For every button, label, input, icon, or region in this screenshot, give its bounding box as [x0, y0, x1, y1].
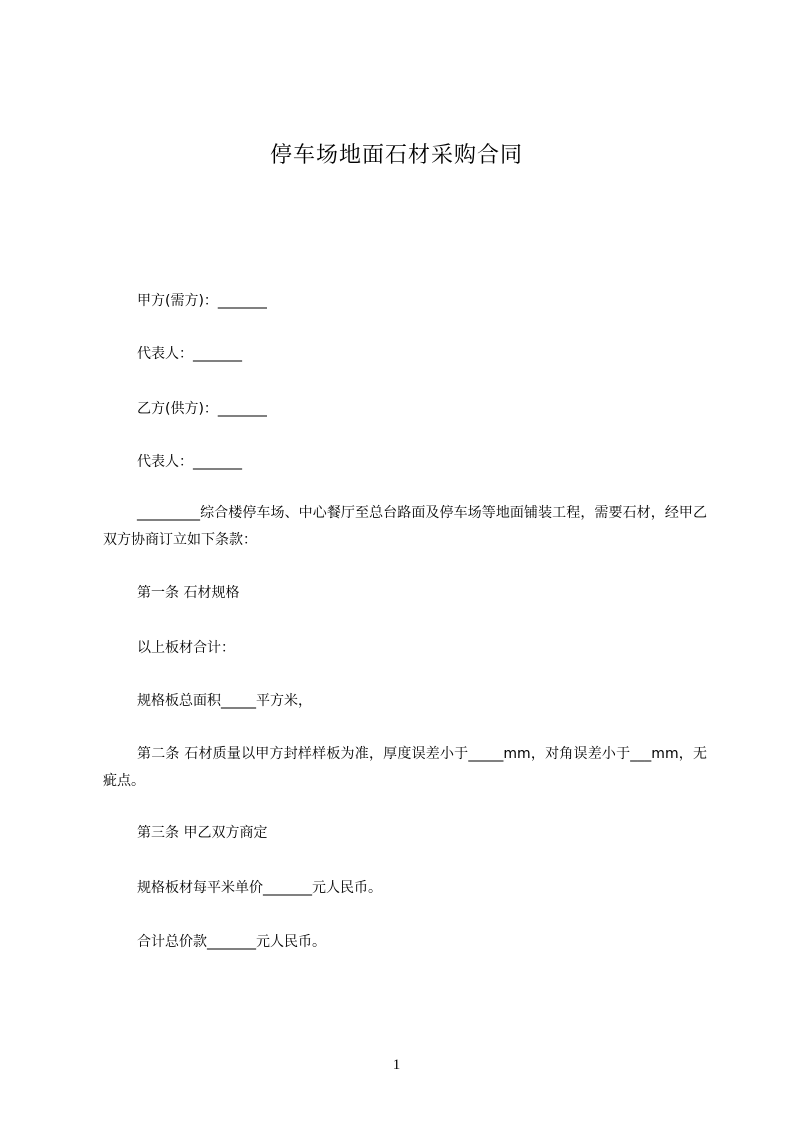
boards-total-line: 以上板材合计：	[137, 640, 235, 656]
article-2-paragraph: 第二条 石材质量以甲方封样样板为准，厚度误差小于_____mm，对角误差小于___mm，无疵点。	[103, 746, 707, 789]
unit-price-line: 规格板材每平米单价_______元人民币。	[137, 880, 382, 896]
party-b-representative-line: 代表人：_______	[137, 454, 242, 470]
article-3-heading: 第三条 甲乙双方商定	[137, 825, 268, 841]
page-number: 1	[392, 1057, 401, 1073]
party-a-line: 甲方(需方)：_______	[137, 293, 267, 309]
party-b-line: 乙方(供方)：_______	[137, 401, 267, 417]
party-a-representative-line: 代表人：_______	[137, 346, 242, 362]
article-1-heading: 第一条 石材规格	[137, 585, 240, 601]
total-area-line: 规格板总面积_____平方米，	[137, 693, 312, 709]
document-title: 停车场地面石材采购合同	[269, 143, 523, 168]
intro-paragraph: _________综合楼停车场、中心餐厅至总台路面及停车场等地面铺装工程，需要石材，经甲乙双方协商订立如下条款：	[103, 505, 707, 548]
total-price-line: 合计总价款_______元人民币。	[137, 934, 326, 950]
